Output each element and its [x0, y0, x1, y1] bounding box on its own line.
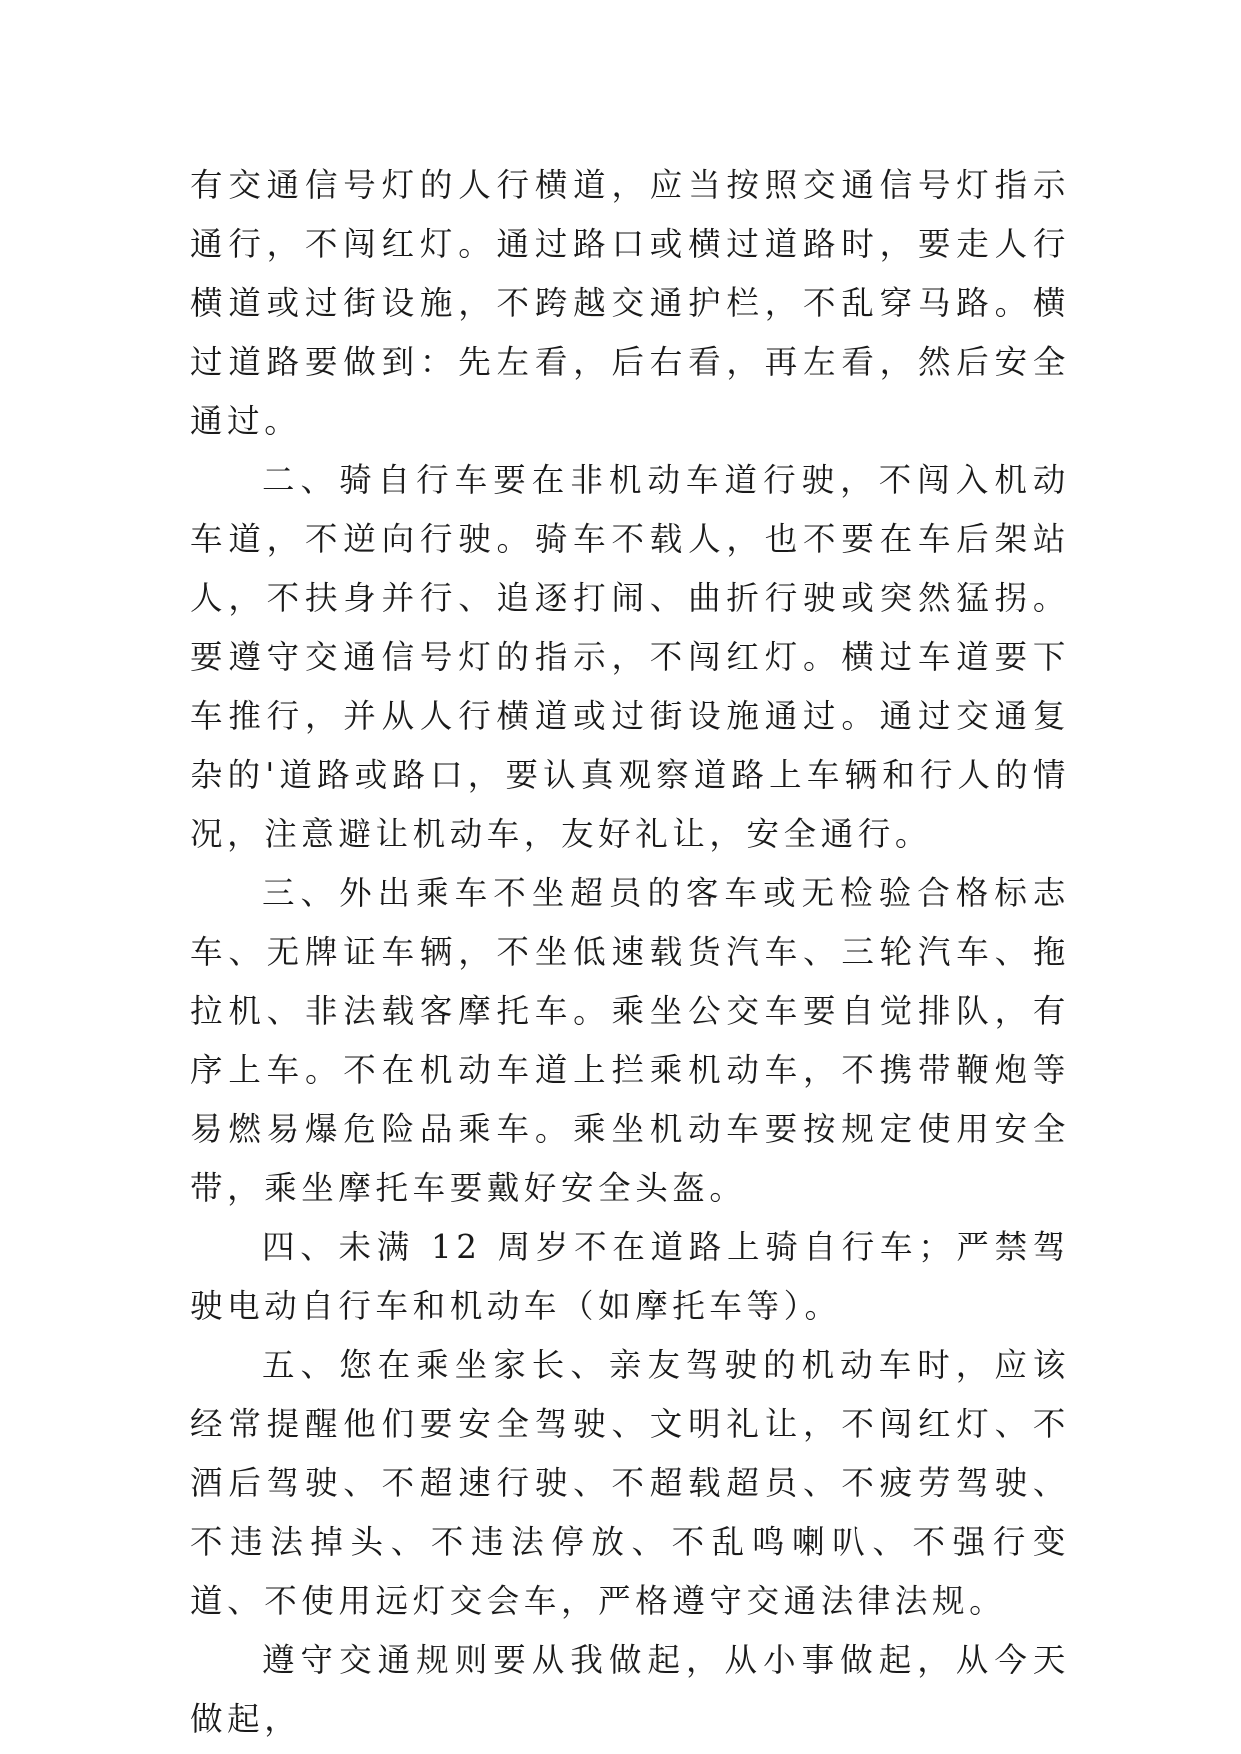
paragraph-closing: 遵守交通规则要从我做起，从小事做起，从今天做起，	[190, 1641, 1070, 1738]
paragraph-item-2: 二、骑自行车要在非机动车道行驶，不闯入机动车道，不逆向行驶。骑车不载人，也不要在车后架站人，不扶身并行、追逐打闹、曲折行驶或突然猛拐。要遵守交通信号灯的指示，不闯红灯。横过车道要下车推行，并从人行横道或过街设施通过。通过交通复杂的'道路或路口，要认真观察道路上车辆和行人的情况，注意避让机动车，友好礼让，安全通行。	[190, 461, 1070, 853]
paragraph-item-5: 五、您在乘坐家长、亲友驾驶的机动车时，应该经常提醒他们要安全驾驶、文明礼让，不闯红灯、不酒后驾驶、不超速行驶、不超载超员、不疲劳驾驶、不违法掉头、不违法停放、不乱鸣喇叭、不强行变道、不使用远灯交会车，严格遵守交通法律法规。	[190, 1346, 1070, 1620]
document-body	[190, 156, 1070, 1749]
paragraph-item-3: 三、外出乘车不坐超员的客车或无检验合格标志车、无牌证车辆，不坐低速载货汽车、三轮汽车、拖拉机、非法载客摩托车。乘坐公交车要自觉排队，有序上车。不在机动车道上拦乘机动车，不携带鞭炮等易燃易爆危险品乘车。乘坐机动车要按规定使用安全带，乘坐摩托车要戴好安全头盔。	[190, 874, 1070, 1207]
paragraph-item-4: 四、未满 12 周岁不在道路上骑自行车；严禁驾驶电动自行车和机动车（如摩托车等）。	[190, 1228, 1070, 1325]
paragraph-continuation: 有交通信号灯的人行横道，应当按照交通信号灯指示通行，不闯红灯。通过路口或横过道路时，要走人行横道或过街设施，不跨越交通护栏，不乱穿马路。横过道路要做到：先左看，后右看，再左看，然后安全通过。	[190, 166, 1070, 440]
